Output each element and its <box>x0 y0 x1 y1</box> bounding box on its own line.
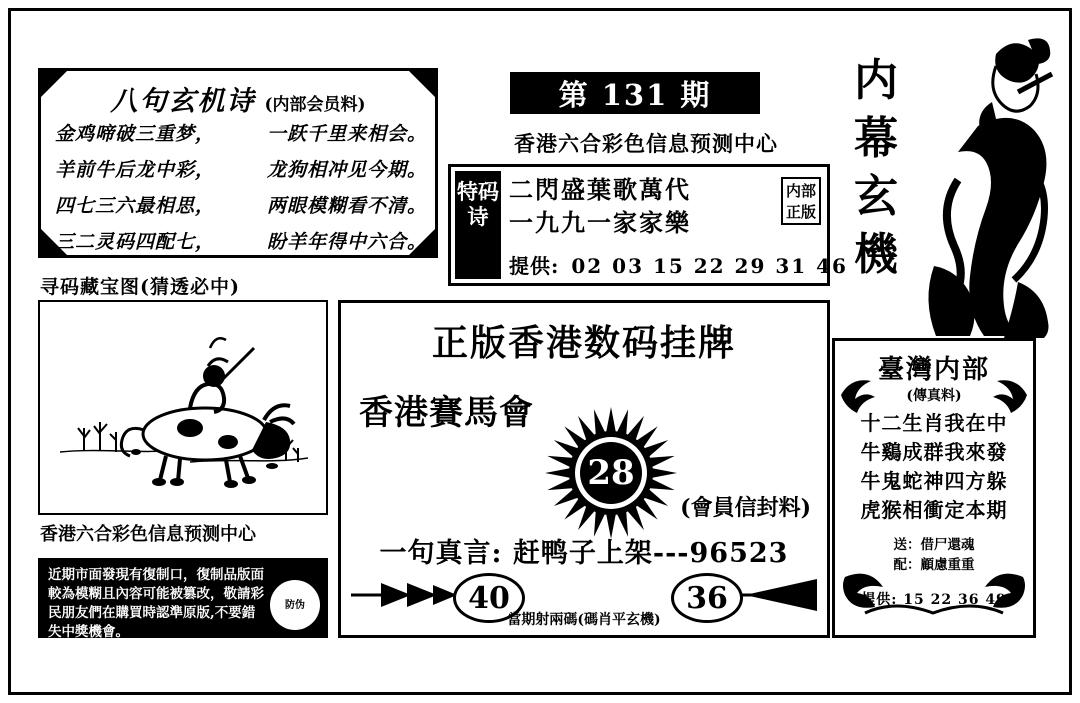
poem-line-part: 龙狗相冲见今期。 <box>266 159 427 181</box>
security-seal-icon: 防伪 <box>270 580 320 630</box>
member-envelope-note: (會員信封料) <box>680 495 811 521</box>
poem-line-part: 金鸡啼破三重梦， <box>55 123 216 145</box>
poem-line <box>55 155 427 182</box>
sunburst-number: 28 <box>587 453 635 493</box>
taiwan-subtitle: (傳真料) <box>906 388 962 404</box>
poem-title: 八句玄机诗 <box>110 86 256 117</box>
masthead-char: 内 <box>854 55 898 106</box>
special-code-poem-box <box>448 164 848 286</box>
taiwan-verse-line: 十二生肖我在中 <box>860 411 1008 435</box>
taiwan-note-line: 配：顧慮重重 <box>893 557 975 573</box>
taiwan-inside-box <box>832 338 1036 638</box>
taiwan-extra-notes <box>835 535 1033 575</box>
poem-subtitle: (内部会员料) <box>264 95 366 115</box>
jockey-club-subtitle: 香港賽馬會 <box>359 393 534 433</box>
poem-header <box>41 79 435 118</box>
treasure-map-picture <box>38 300 328 515</box>
offer-numbers: 02 03 15 22 29 31 46 <box>571 254 848 278</box>
main-plaque-title: 正版香港数码挂牌 <box>431 322 736 364</box>
taiwan-verse-line: 虎猴相衝定本期 <box>860 498 1008 522</box>
taiwan-verse-line: 牛鷄成群我來發 <box>860 440 1008 464</box>
treasure-map-label: 寻码藏宝图(猜透必中) <box>40 276 240 298</box>
predicted-number-left: 40 <box>453 573 525 623</box>
poem-line-part: 盼羊年得中六合。 <box>266 231 427 253</box>
two-number-row <box>341 571 827 633</box>
special-code-poem-label: 特码诗 <box>455 171 501 279</box>
sunburst-badge <box>541 403 681 543</box>
poem-line-part: 一跃千里来相会。 <box>266 123 427 145</box>
poem-line-part: 两眼模糊看不清。 <box>266 195 427 217</box>
two-number-footnote: 當期射兩碼(碼肖平玄機) <box>507 612 661 628</box>
taiwan-title: 臺灣内部 <box>877 355 990 385</box>
illustration-ox-and-herder <box>40 302 326 513</box>
oracle-phrase: 一句真言: 赶鸭子上架---96523 <box>379 538 789 569</box>
official-version-stamp <box>781 177 821 225</box>
masthead-vertical-title <box>846 52 906 284</box>
masthead-char: 幕 <box>854 113 898 164</box>
main-plaque-box <box>338 300 830 638</box>
poem-line <box>55 119 427 146</box>
taiwan-verse-line: 牛鬼蛇神四方躲 <box>860 469 1008 493</box>
stamp-line-1: 内部 <box>785 182 816 200</box>
poem-line-part: 三二灵码四配七， <box>55 231 216 253</box>
poem-box <box>38 68 438 258</box>
center-name: 香港六合彩色信息预测中心 <box>514 131 778 156</box>
verse-line-2: 一九九一家家樂 <box>509 208 691 237</box>
special-code-numbers-row <box>509 250 848 279</box>
poem-line <box>55 191 427 218</box>
masthead-char: 機 <box>854 229 898 280</box>
special-code-poem-verse <box>509 173 759 239</box>
poem-line <box>55 227 427 254</box>
poem-lines <box>55 119 427 263</box>
taiwan-note-line: 送：借尸還魂 <box>893 537 975 553</box>
predicted-number-right: 36 <box>671 573 743 623</box>
poem-line-part: 羊前牛后龙中彩， <box>55 159 216 181</box>
taiwan-verse <box>835 409 1033 525</box>
issue-number-banner: 第 131 期 <box>510 72 760 114</box>
masthead-char: 玄 <box>854 171 898 222</box>
stamp-line-2: 正版 <box>785 203 816 221</box>
anti-counterfeit-text: 近期市面發現有復制口，復制品版面較為模糊且內容可能被篡改，敬請彩民朋友們在購買時認準原版,不要錯失中獎機會。 <box>48 567 264 640</box>
offer-label: 提供: <box>509 254 560 278</box>
poem-line-part: 四七三六最相思， <box>55 195 216 217</box>
illustration-flute-lady <box>900 30 1070 340</box>
taiwan-offer-numbers: 提供: 15 22 36 49 <box>861 592 1007 608</box>
anti-counterfeit-notice <box>38 558 328 638</box>
verse-line-1: 二閃盛葉歌萬代 <box>509 175 691 204</box>
picture-caption: 香港六合彩色信息预测中心 <box>40 524 256 545</box>
